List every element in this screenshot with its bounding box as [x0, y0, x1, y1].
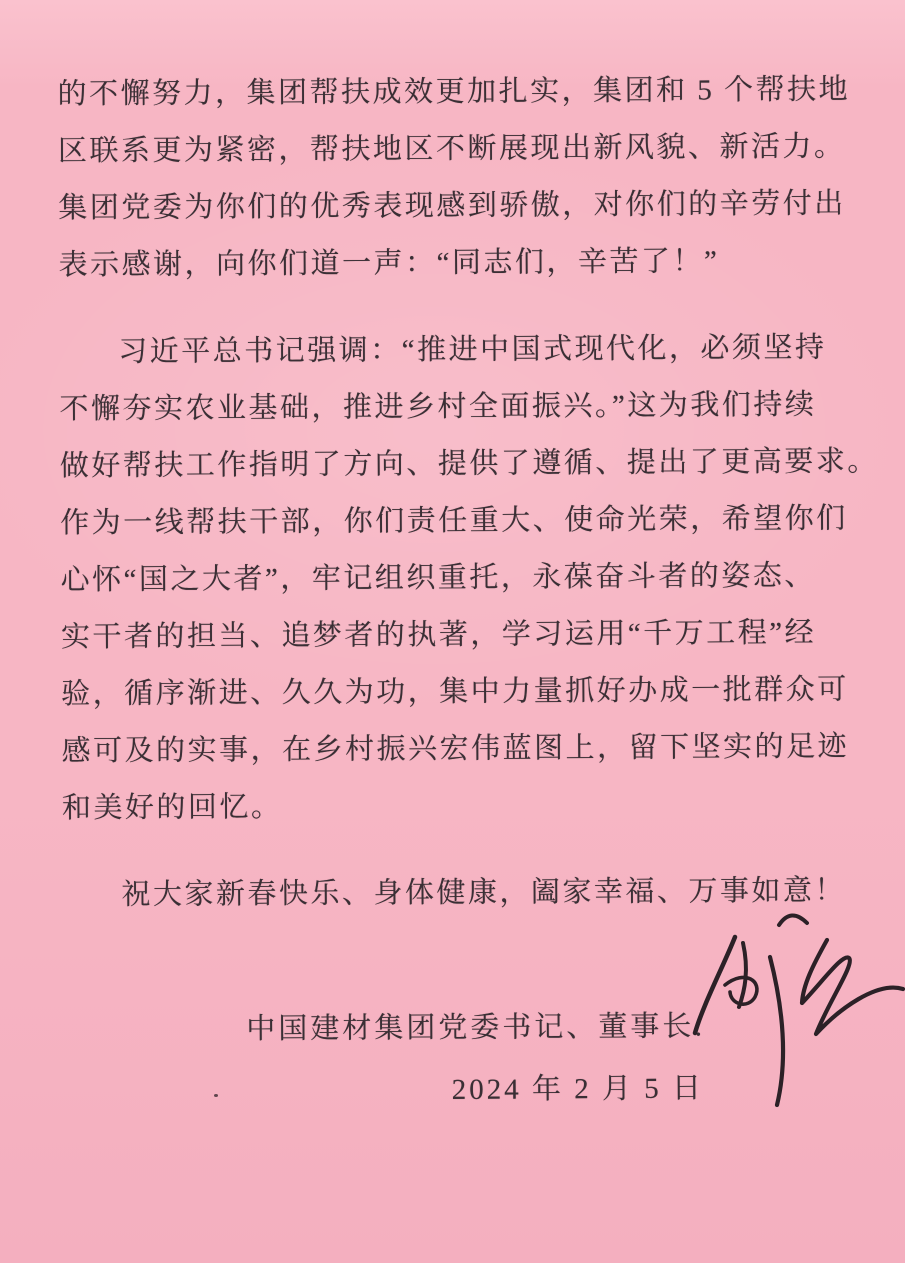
letter-line: 不懈夯实农业基础，推进乡村全面振兴。”这为我们持续 [59, 388, 817, 426]
ink-speck [214, 1094, 218, 1097]
letter-line: 和美好的回忆。 [61, 791, 283, 825]
letter-line: 感可及的实事，在乡村振兴宏伟蓝图上，留下坚实的足迹 [61, 730, 850, 768]
letter-line: 表示感谢，向你们道一声：“同志们，辛苦了！” [58, 245, 720, 282]
handwritten-signature [650, 885, 905, 1125]
letter-line: 作为一线帮扶干部，你们责任重大、使命光荣，希望你们 [60, 502, 848, 540]
letter-line: 的不懈努力，集团帮扶成效更加扎实，集团和 5 个帮扶地 [57, 73, 851, 111]
letter-line: 祝大家新春快乐、身体健康，阖家幸福、万事如意！ [121, 874, 847, 912]
letter-line: 区联系更为紧密，帮扶地区不断展现出新风貌、新活力。 [57, 130, 846, 168]
letter-line: 实干者的担当、追梦者的执著，学习运用“千万工程”经 [60, 616, 817, 654]
letter-line: 习近平总书记强调：“推进中国式现代化，必须坚持 [118, 331, 827, 369]
letter-date: 2024 年 2 月 5 日 [451, 1072, 705, 1107]
letter-line: 验，循序渐进、久久为功，集中力量抓好办成一批群众可 [61, 673, 849, 711]
letter-line: 做好帮扶工作指明了方向、提供了遵循、提出了更高要求。 [59, 445, 879, 483]
letter-line: 集团党委为你们的优秀表现感到骄傲，对你们的辛劳付出 [58, 187, 846, 225]
signer-title: 中国建材集团党委书记、董事长: [246, 1010, 706, 1046]
letter-line: 心怀“国之大者”，牢记组织重托，永葆奋斗者的姿态、 [60, 559, 816, 597]
